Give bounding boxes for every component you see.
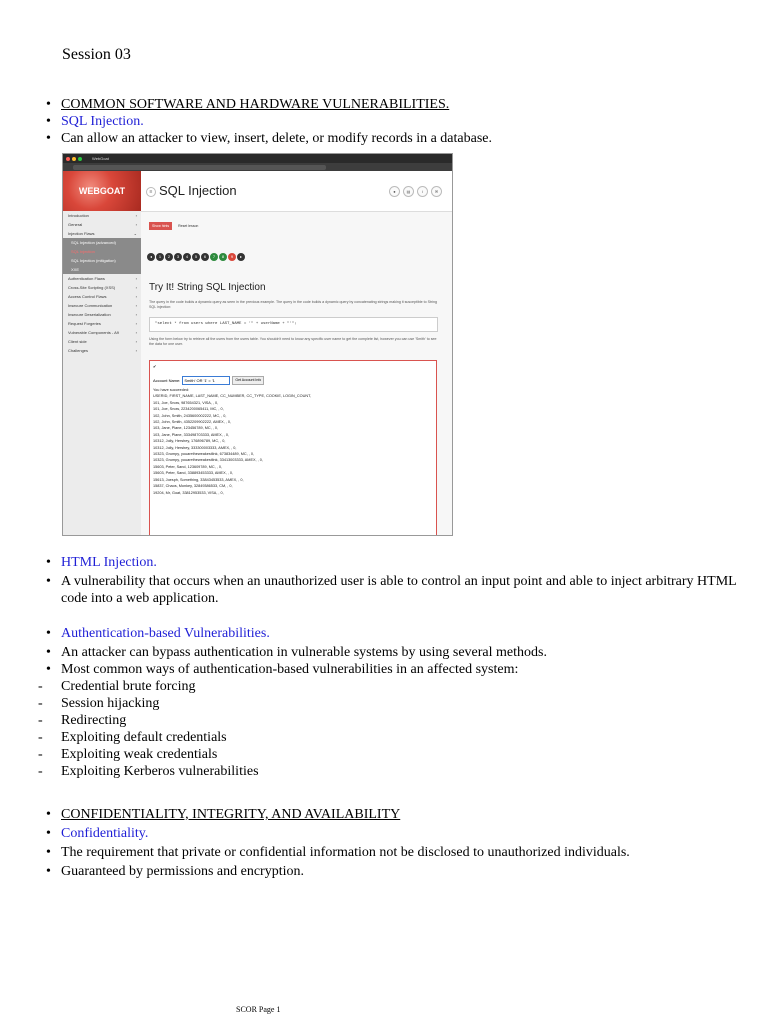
page-footer: SCOR Page 1 xyxy=(236,1005,281,1014)
topic-authentication: Authentication-based Vulnerabilities. xyxy=(61,626,270,641)
info-icon: i xyxy=(417,186,428,197)
sidebar-subitem: SQL Injection (mitigation) xyxy=(63,256,141,265)
dash-item: - Exploiting weak credentials xyxy=(38,747,218,762)
envelope-icon: ✉ xyxy=(431,186,442,197)
sidebar-item: Insecure Deserialization › xyxy=(68,312,137,317)
lesson-pager: ◂ 1 2 3 4 5 6 7 8 9 ▸ xyxy=(147,253,245,261)
lesson-paragraph: Using the form below try to retrieve all the users from the users table. You shouldn't need to know any specific user name to get the complete list, however you can use 'Smith' to see the data for one user. xyxy=(149,337,437,346)
webgoat-logo: WEBGOAT xyxy=(63,171,141,211)
result-row: 15603, Peter, Sand, 338893453333, AMEX, , 0, xyxy=(153,471,234,476)
account-input: Smith' OR '1' = '1 xyxy=(182,376,230,385)
list-item: • A vulnerability that occurs when an unauthorized user is able to control an input point and able to inject arbitrary HTML code into a web application. xyxy=(46,574,737,606)
prev-icon: ◂ xyxy=(147,253,155,261)
menu-icon: ≡ xyxy=(146,187,156,197)
check-icon: ✔ xyxy=(153,364,157,369)
sidebar-subitem-active: SQL Injection xyxy=(63,247,141,256)
lesson-content xyxy=(141,212,452,535)
result-row: 10312, Jolly, Hershey, 333300003333, AMEX, , 0, xyxy=(153,445,237,450)
topic-description: A vulnerability that occurs when an unauthorized user is able to control an input point and able to inject arbitrary HTML code into a web application. xyxy=(61,574,737,606)
sidebar-item: Cross-Site Scripting (XSS) › xyxy=(68,285,137,290)
get-account-button: Get Account Info xyxy=(232,376,264,385)
sidebar-item: Access Control Flaws › xyxy=(68,294,137,299)
sidebar-subitem: XXE xyxy=(63,265,141,274)
list-item: • Guaranteed by permissions and encryption. xyxy=(46,864,304,879)
browser-titlebar: WebGoat xyxy=(63,154,452,163)
topic-sql-injection: SQL Injection. xyxy=(61,114,144,129)
list-item: • HTML Injection. xyxy=(46,555,157,570)
sidebar-item: Request Forgeries › xyxy=(68,321,137,326)
result-row: 103, Jane, Plane, 123456789, MC, , 0, xyxy=(153,426,219,431)
report-icon: ▤ xyxy=(403,186,414,197)
dash-item: - Credential brute forcing xyxy=(38,679,196,694)
result-row: 10323, Grumpy, youaretheweakestlink, 33413003333, AMEX, , 0, xyxy=(153,458,263,463)
result-row: 15613, Joesph, Something, 33843453533, AMEX, , 0, xyxy=(153,477,244,482)
list-item: • CONFIDENTIALITY, INTEGRITY, AND AVAILABILITY xyxy=(46,807,401,822)
section2-list xyxy=(40,554,752,607)
sidebar-subitem: SQL Injection (advanced) xyxy=(63,238,141,247)
result-row: 10323, Grumpy, youaretheweakestlink, 673834489, MC, , 0, xyxy=(153,452,255,457)
result-row: 10312, Jolly, Hershey, 176896789, MC, , 0, xyxy=(153,439,226,444)
webgoat-screenshot xyxy=(62,153,453,536)
dash-item: - Exploiting default credentials xyxy=(38,730,227,745)
sidebar-item: Client side › xyxy=(68,339,137,344)
result-row: 15603, Peter, Sand, 123609789, MC, , 0, xyxy=(153,464,223,469)
header-icons xyxy=(389,186,442,197)
topic-description: Can allow an attacker to view, insert, delete, or modify records in a database. xyxy=(61,131,492,146)
reset-lesson-button: Reset lesson xyxy=(178,224,199,228)
dash-item: - Redirecting xyxy=(38,713,127,728)
list-item: • Authentication-based Vulnerabilities. xyxy=(46,626,270,641)
result-row: 103, Jane, Plane, 333498703333, AMEX, , 0, xyxy=(153,432,229,437)
sidebar-item: Introduction › xyxy=(68,213,137,218)
injection-form xyxy=(149,360,437,536)
browser-urlbar xyxy=(63,163,452,171)
list-item: • Most common ways of authentication-based vulnerabilities in an affected system: xyxy=(46,662,519,677)
dash-item: - Session hijacking xyxy=(38,696,160,711)
sidebar-item: Challenges › xyxy=(68,348,137,353)
section3-list xyxy=(40,625,752,780)
sidebar-item: Vulnerable Components - A9 › xyxy=(68,330,137,335)
section4-list xyxy=(40,806,752,880)
result-row: 102, John, Smith, 2435600002222, MC, , 0, xyxy=(153,413,227,418)
section-heading: CONFIDENTIALITY, INTEGRITY, AND AVAILABILITY xyxy=(61,807,401,822)
next-icon: ▸ xyxy=(237,253,245,261)
code-sample: "select * from users where LAST_NAME = '" + userName + "'"; xyxy=(149,317,438,332)
list-item: • The requirement that private or confidential information not be disclosed to unauthorized individuals. xyxy=(46,845,630,860)
list-item: • COMMON SOFTWARE AND HARDWARE VULNERABILITIES. xyxy=(46,97,450,112)
sidebar-item: Insecure Communication › xyxy=(68,303,137,308)
result-row: 101, Joe, Snow, 987654321, VISA, , 0, xyxy=(153,400,219,405)
try-it-title: Try It! String SQL Injection xyxy=(149,282,266,293)
sidebar-item: Authentication Flaws › xyxy=(68,276,137,281)
lesson-paragraph: The query in the code builds a dynamic query as seen in the previous example. The query in the code builds a dynamic query by concatenating strings making it susceptible to String SQL injection: xyxy=(149,300,437,309)
lesson-sidebar xyxy=(63,211,142,535)
sidebar-item: Injection Flaws ⌄ xyxy=(68,231,137,236)
list-item: • Confidentiality. xyxy=(46,826,149,841)
list-item: • An attacker can bypass authentication in vulnerable systems by using several methods. xyxy=(46,645,547,660)
list-item: • SQL Injection. xyxy=(46,114,144,129)
result-rows: You have succeeded: USERID, FIRST_NAME, LAST_NAME, CC_NUMBER, CC_TYPE, COOKIE, LOGIN_COUNT, 101, Joe, Snow, 987654321, VISA, , 0, 101, Joe, Snow, 2234200065411, MC, , 0, 102, John, Smith, 2435600002222, MC, , 0, 102, John, Smith, 4352209902222, AMEX, , 0, 103, Jane, Plane, 123456789, MC, , 0, 103, Jane, Plane, 333498703333, AMEX, , 0, 10312, Jolly, Hershey, 176896789, MC, , 0, 10312, Jolly, Hershey, 333300003333, AMEX, , 0, 10323, Grumpy, youaretheweakestlink, 673834489, MC, , 0, 10323, Grumpy, youaretheweakestlink, 33413003333, AMEX, , 0, 15603, Peter, Sand, 123609789, MC, , 0, 15603, Peter, Sand, 338893453333, AMEX, , 0, 15613, Joesph, Something, 33843453533, AMEX, , 0, 15837, Chaos, Monkey, 32849386533, CM, , 0, 19204, Mr, Goat, 33812953533, VISA, , 0, xyxy=(153,387,436,496)
account-label: Account Name: xyxy=(153,378,181,383)
topic-html-injection: HTML Injection. xyxy=(61,555,157,570)
show-hints-button: Show hints xyxy=(149,222,172,230)
lesson-title: SQL Injection xyxy=(159,183,237,198)
result-row: 19204, Mr, Goat, 33812953533, VISA, , 0, xyxy=(153,490,224,495)
result-row: 101, Joe, Snow, 2234200065411, MC, , 0, xyxy=(153,407,224,412)
lesson-header xyxy=(141,171,452,212)
section1-list xyxy=(40,96,752,147)
session-title: Session 03 xyxy=(62,46,131,63)
result-row: 15837, Chaos, Monkey, 32849386533, CM, , 0, xyxy=(153,484,233,489)
topic-confidentiality: Confidentiality. xyxy=(61,826,149,841)
list-item: • Can allow an attacker to view, insert, delete, or modify records in a database. xyxy=(46,131,492,146)
dash-item: - Exploiting Kerberos vulnerabilities xyxy=(38,764,259,779)
user-icon: ● xyxy=(389,186,400,197)
section-heading: COMMON SOFTWARE AND HARDWARE VULNERABILITIES. xyxy=(61,97,450,112)
sidebar-item: General › xyxy=(68,222,137,227)
result-row: 102, John, Smith, 4352209902222, AMEX, , 0, xyxy=(153,420,232,425)
